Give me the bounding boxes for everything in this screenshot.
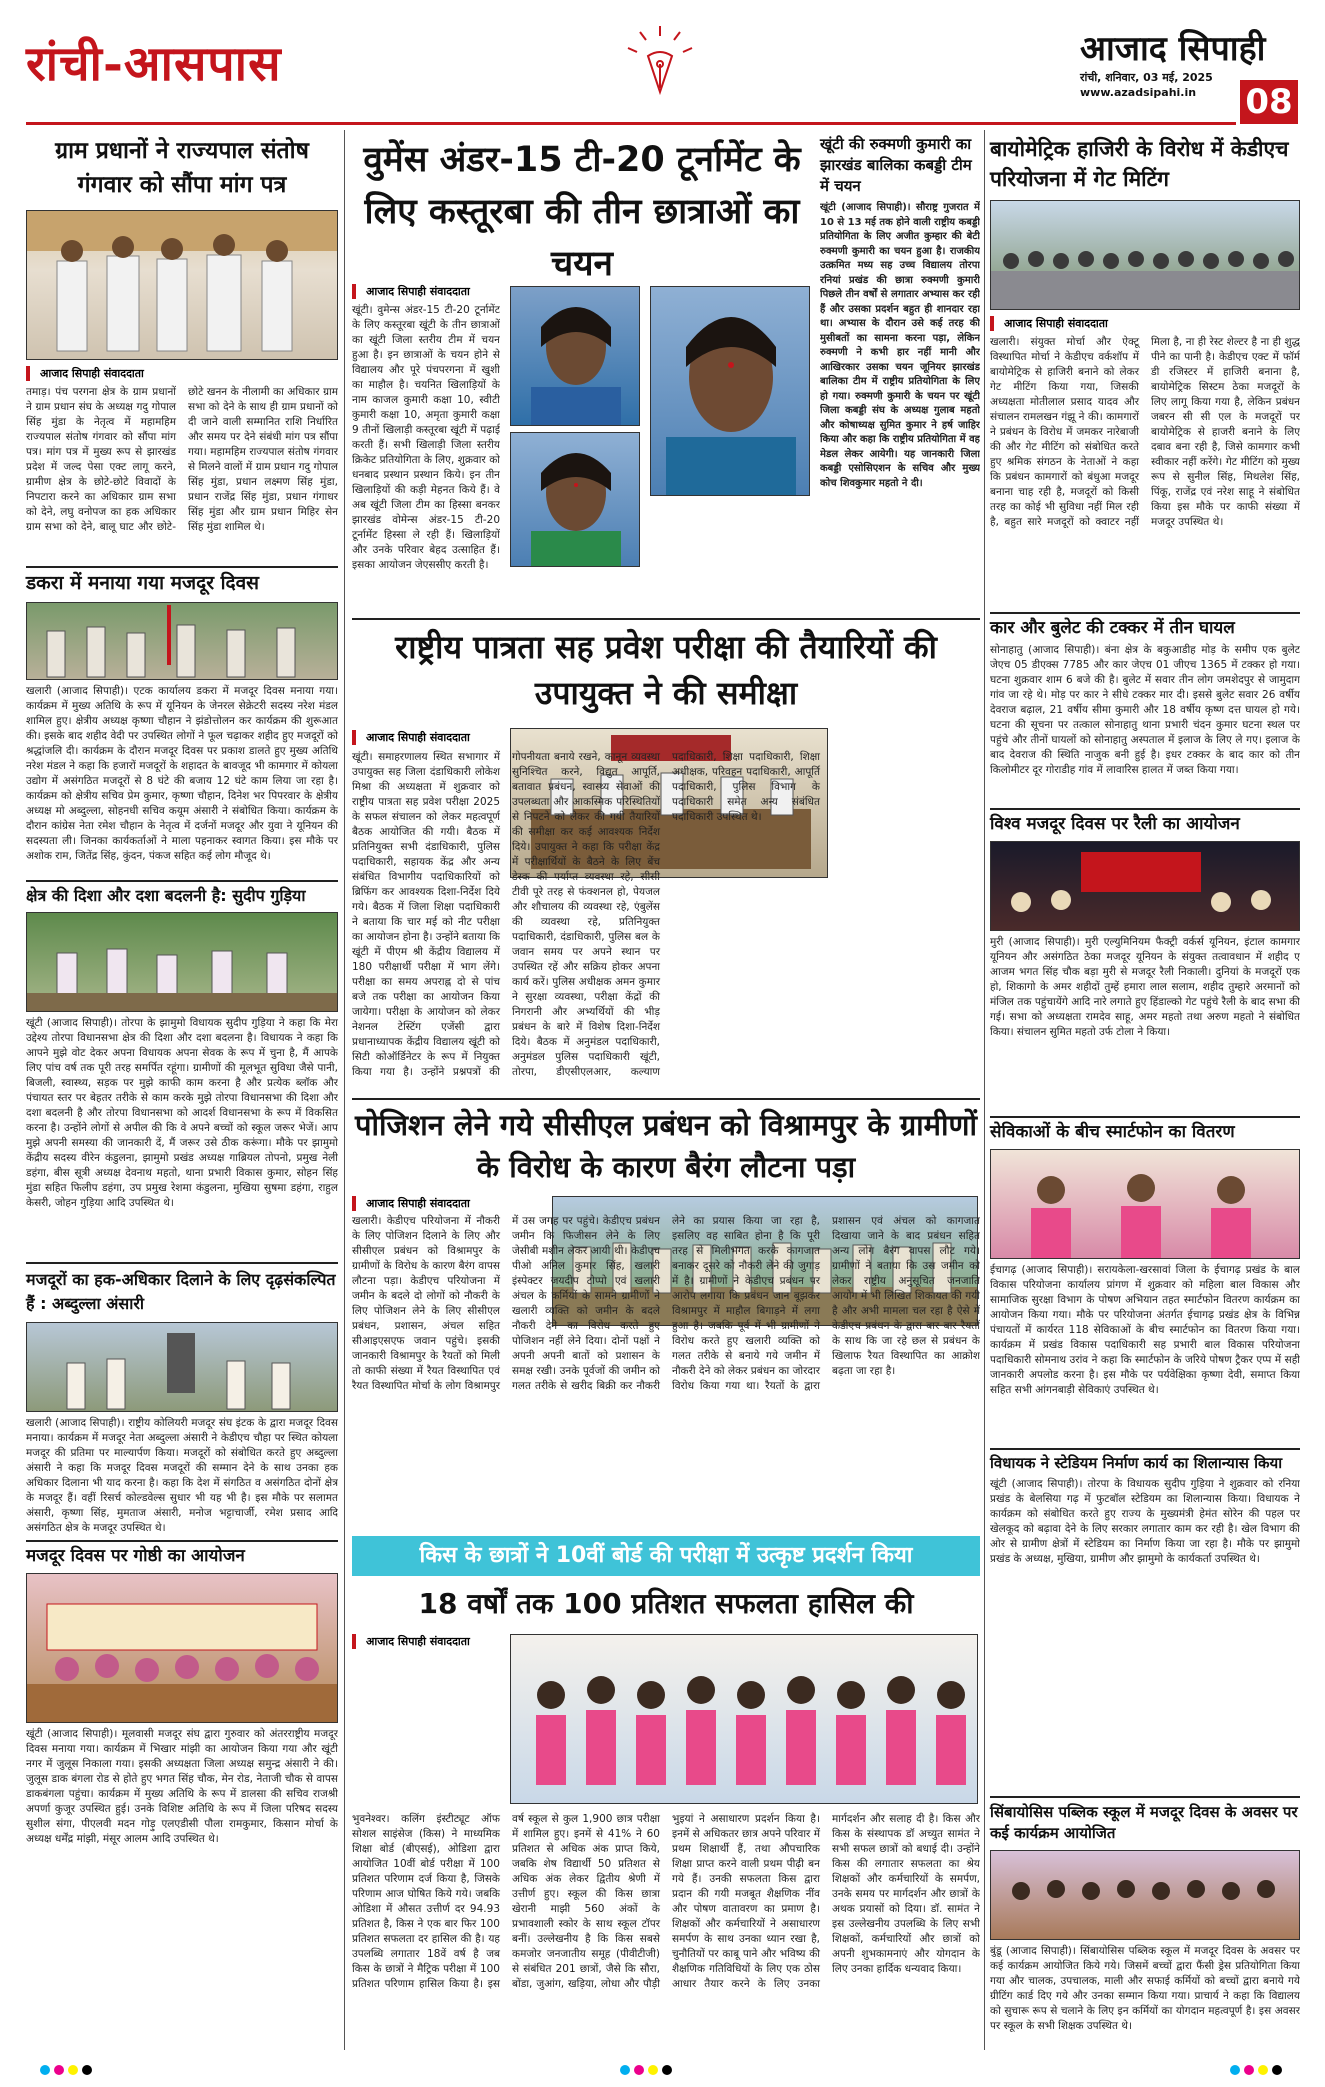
story-body: तमाड़। पंच परगना क्षेत्र के ग्राम प्रधानों ने ग्राम प्रधान संघ के अध्यक्ष गदु गोपाल सिंह मुंडा के नेतृत्व में महामहिम राज्यपाल संतोष गंगवार को सौंपा मांग पत्र। मांग पत्र में मुख्य रूप से झारखंड प्रदेश में जल्द पेसा एक्ट लागू करने, ग्रामीण क्षेत्र के छोटे-छोटे विवादों के निपटारा करने का अधिकार ग्राम सभा को देने, लघु वनोपज का हक अधिकार ग्राम सभा को देने, बालू घाट और छोटे-छोटे खनन के नीलामी का अधिकार ग्राम सभा को देने के साथ ही ग्राम प्रधानों को दी जाने वाली सम्मानित राशि निर्धारित और समय पर देने संबंधी मांग पत्र सौंपा गया। महामहिम राज्यपाल संतोष गंगवार से मिलने वालों में ग्राम प्रधान गदु गोपाल सिंह मुंडा, प्रधान लक्ष्मण सिंह मुंडा, प्रधान राजेंद्र सिंह मुंडा, प्रधान गंगाधर सिंह मुंडा और ग्राम प्रधान मिहिर सेन सिंह मुंडा शामिल थे। — [26, 386, 338, 533]
story-body: खूंटी। समाहरणालय स्थित सभागार में उपायुक्त सह जिला दंडाधिकारी लोकेश मिश्रा की अध्यक्षता में शुक्रवार को राष्ट्रीय पात्रता सह प्रवेश परीक्षा 2025 के सफल संचालन को लेकर महत्वपूर्ण बैठक आयोजित की गयी। बैठक में प्रतिनियुक्त सभी दंडाधिकारी, पुलिस पदाधिकारी, सहायक केंद्र और अन्य संबंधित विभागीय पदाधिकारियों को ब्रिफिंग कर आवश्यक दिशा-निर्देश दिये गये। बैठक में जिला शिक्षा पदाधिकारी ने बताया कि चार मई को नीट परीक्षा का आयोजन होना है। उन्होंने बताया कि खूंटी में पीएम श्री केंद्रीय विद्यालय में 180 परीक्षार्थी परीक्षा में भाग लेंगे। परीक्षा का समय अपराह्न दो से पांच बजे तक परीक्षा का आयोजन किया जायेगा। परीक्षा के आयोजन को लेकर नेशनल टेस्टिंग एजेंसी द्वारा प्रधानाध्यापक केंद्रीय विद्यालय खूंटी को सिटी कोऑर्डिनेटर के रूप में नियुक्त किया गया है। उन्होंने प्रश्नपत्रों की गोपनीयता बनाये रखने, कानून व्यवस्था सुनिश्चित करने, विद्युत आपूर्ति, बतावात प्रबंधन, स्वास्थ्य सेवाओं की उपलब्धता और आकस्मिक परिस्थितियों से निपटने को लेकर की गयी तैयारियों की समीक्षा कर कई आवश्यक निर्देश दिये। उपायुक्त ने कहा कि परीक्षा केंद्र में परीक्षार्थियों के बैठने के लिए बेंच डेस्क की पर्याप्त व्यवस्था रहे, सीसी टीवी पूरे तरह से फंक्शनल हो, पेयजल और शौचालय की व्यवस्था रहे, एंबुलेंस की व्यवस्था रहे, प्रतिनियुक्त पदाधिकारी, दंडाधिकारी, पुलिस बल के जवान समय पर अपने स्थान पर उपस्थित रहें और सक्रिय होकर अपना कार्य करें। पुलिस अधीक्षक अमन कुमार ने सुरक्षा व्यवस्था, परीक्षा केंद्रों की निगरानी और अभ्यर्थियों की भीड़ प्रबंधन के बारे में विशेष दिशा-निर्देश दिये। बैठक में अनुमंडल पदाधिकारी, अनुमंडल पुलिस पदाधिकारी खूंटी, तोरपा, डीएसीएलआर, कल्याण पदाधिकारी, शिक्षा पदाधिकारी, शिक्षा अधीक्षक, परिवहन पदाधिकारी, आपूर्ति पदाधिकारी, पुलिस विभाग के पदाधिकारी समेत अन्य संबंधित पदाधिकारी उपस्थित थे। — [352, 751, 820, 1078]
story-body: खूंटी (आजाद सिपाही)। सौराष्ट्र गुजरात में 10 से 13 मई तक होने वाली राष्ट्रीय कबड्डी प्रतियोगिता के लिए अजीत कुम्हार की बेटी रुक्मणी कुमारी का चयन हुआ है। राजकीय उत्क्रमित मध्य सह उच्च विद्यालय तोरपा रनियां प्रखंड की छात्रा रुक्मणी कुमारी पिछले तीन वर्षों से लगातार अभ्यास कर रही हैं और उसका प्रदर्शन बहुत ही शानदार रहा था। अभ्यास के दौरान उसे कई तरह की मुसीबतों का सामना करना पड़ा, लेकिन रुक्मणी ने कभी हार नहीं मानी और आखिरकार उसका चयन जूनियर झारखंड बालिका टीम में राष्ट्रीय प्रतियोगिता के लिए हो गया। रुक्मणी कुमारी के चयन पर खूंटी जिला कबड्डी संघ के अध्यक्ष गुलाब महतो और कोषाध्यक्ष सुमित कुमार ने हर्ष जाहिर किया और कहा कि राष्ट्रीय प्रतियोगिता में वह मेडल लेकर आयेगी। यह जानकारी जिला कबड्डी एसोसिएशन के सचिव और मुख्य कोच शिवकुमार महतो ने दी। — [820, 202, 980, 489]
photo-governor-meeting — [26, 210, 338, 360]
headline: विधायक ने स्टेडियम निर्माण कार्य का शिलान्यास किया — [990, 1454, 1283, 1472]
story-neet-review — [352, 624, 980, 716]
photo-school-event — [990, 1850, 1300, 1940]
print-registration-marks — [1230, 2060, 1286, 2079]
headline: विश्व मजदूर दिवस पर रैली का आयोजन — [990, 814, 1240, 834]
headline: मजदूरों का हक-अधिकार दिलाने के लिए दृढ़संकल्पित हैं : अब्दुल्ला अंसारी — [26, 1270, 336, 1313]
story-ccl-byline — [352, 1196, 552, 1215]
story-body: खूंटी (आजाद सिपाही)। मूलवासी मजदूर संघ द्वारा गुरुवार को अंतरराष्ट्रीय मजदूर दिवस मनाया गया। कार्यक्रम में भिखार मांझी का आयोजन किया गया और खूंटी नगर में जुलूस निकाला गया। इसकी अध्यक्षता जिला अध्यक्ष समुन्द्र अंसारी ने की। जुलूस डाक बंगला रोड से होते हुए भगत सिंह चौक, मेन रोड, नेताजी चौक से वापस डाकबंगला पहुंचा। कार्यक्रम में मुख्य अतिथि के रूप में डालसा की सचिव राजश्री अपर्णा कुजूर उपस्थित हुई। उनके विशिष्ट अतिथि के रूप में जिला परिषद सदस्य सुशील संगा, पीएलवी मदन गोड़ु एलएडीसी पौला रामकुमार, किसान मोर्चा के अध्यक्ष धर्मेंद्र मांझी, मंसूर आलम आदि उपस्थित थे। — [26, 1728, 338, 1846]
story-body: खलारी। केडीएच परियोजना में नौकरी के लिए पोजिशन दिलाने के लिए और सीसीएल प्रबंधन को विश्रामपुर के ग्रामीणों के विरोध के कारण बैरंग वापस लौटना पड़ा। केडीएच परियोजना में जमीन के बदले दो लोगों को नौकरी के लिए पोजिशन लेने के लिए सीसीएल प्रबंधन, प्रशासन, अंचल सहित सीआइएसएफ जवान पहुंचे। इसकी जानकारी विश्रामपुर के रैयतों को मिली तो काफी संख्या में रैयत विस्थापित एवं रैयत विस्थापित मोर्चा के लोग विश्रामपुर में उस जगह पर पहुंचे। केडीएच प्रबंधन जमीन कि फिजीसन लेने के लिए जेसीबी मशीन लेकर आयी थी। केडीएच पीओ अनिल कुमार सिंह, खलारी इंस्पेक्टर जयदीप टोप्पो एवं खलारी अंचल के कर्मियों के सामने ग्रामीणों ने खलारी व्यक्ति को जमीन के बदले नौकरी देने का विरोध करते हुए पोजिशन नहीं लेने दिया। दोनों पक्षों ने अपनी अपनी बातों को प्रशासन के समक्ष रखी। उनके पूर्वजों की जमीन को गलत तरीके से खरीद बिक्री कर नौकरी लेने का प्रयास किया जा रहा है, इसलिए वह साबित होना है कि पूरी तरह से मिलीभगत करके कागजात बनाकर दूसरे को नौकरी लेने की जुगाड़ में है। ग्रामीणों ने केडीएच प्रबंधन पर आरोप लगाया कि प्रबंधन जान बूझकर विश्रामपुर में माहौल बिगाड़ने में लगा हुआ है। जबकि पूर्व में भी ग्रामीणों ने विरोध करते हुए खलारी व्यक्ति को गलत तरीके से बनाये गये जमीन में नौकरी देने को लेकर प्रबंधन का जोरदार विरोध किया गया था। रैयतों के द्वारा प्रशासन एवं अंचल को कागजात दिखाया जाने के बाद प्रबंधन सहित अन्य लोग बैरंग वापस लौट गये। ग्रामीणों ने बताया कि उस जमीन को लेकर राष्ट्रीय अनुसूचित जनजाति आयोग में भी लिखित शिकायत की गयी है और अभी मामला चल रहा है ऐसे में केडीएच प्रबंधन के द्वारा बार बार रैयतों के साथ कि जा रहे छल से प्रबंधन के खिलाफ रैयत विस्थापित का आक्रोश बढ़ता जा रहा है। — [352, 1215, 980, 1392]
byline: आजाद सिपाही संवाददाता — [352, 730, 502, 745]
photo-kiss-students — [510, 1634, 978, 1804]
story-divider — [26, 566, 338, 568]
byline: आजाद सिपाही संवाददाता — [26, 366, 338, 381]
story-divider — [990, 1796, 1300, 1798]
photo-sudip-event — [26, 912, 338, 1012]
headline: क्षेत्र की दिशा और दशा बदलनी है: सुदीप गुड़िया — [26, 886, 306, 905]
photo-gate-meeting — [990, 200, 1300, 310]
story-kabaddi-selection — [820, 134, 980, 603]
dateline: रांची, शनिवार, 03 मई, 2025 — [1080, 71, 1213, 84]
headline: पोजिशन लेने गये सीसीएल प्रबंधन को विश्रामपुर के ग्रामीणों के विरोध के कारण बैरंग लौटना पड़ा — [354, 1108, 978, 1184]
story-car-bullet — [990, 618, 1300, 809]
story-body: खलारी। संयुक्त मोर्चा और ऐक्टू विस्थापित मोर्चा ने केडीएच वर्कशॉप में बायोमेट्रिक से हाजिरी बनाने को लेकर गेट मीटिंग किया गया, जिसकी अध्यक्षता मोतीलाल प्रसाद यादव और संचालन रामलखन गंझू ने की। कामगारों ने प्रबंधन के विरोध में जमकर नारेबाजी की और गेट मीटिंग को संबोधित करते हुए श्रमिक संगठन के नेताओं ने कहा कि प्रबंधन कामगारों को बंधुआ मजदूर बनाना चाह रही है, मजदूरों को किसी तरह का कोई भी सुविधा नहीं मिल रही है, बहुत सारे मजदूरों को क्वाटर नहीं मिला है, ना ही रेस्ट शेल्टर है ना ही शुद्ध पीने का पानी है। केडीएच एक्ट में फॉर्म डी रजिस्टर में हाजिरी बनाना है, बायोमेट्रिक सिस्टम ठेका मजदूरों के लिए लागू किया गया है, लेकिन प्रबंधन जबरन सी सी एल के मजदूरों पर बायोमेट्रिक से हाजरी बनाने के लिए दबाव बना रही है, जिसे कामगार कभी स्वीकार नहीं करेंगे। गेट मीटिंग को मुख्य रूप से सुनील सिंह, मिथलेश सिंह, पिंकू, राजेंद्र एवं नरेश साहू ने संबोधित किया इस मौके पर काफी संख्या में मजदूर उपस्थित थे। — [990, 336, 1300, 528]
photo-smartphone-distribution — [990, 1149, 1300, 1259]
photo-player-3 — [510, 432, 640, 567]
website: www.azadsipahi.in — [1080, 86, 1197, 99]
story-divider — [352, 1098, 980, 1100]
story-divider — [26, 1262, 338, 1264]
story-smartphone — [990, 1122, 1300, 1441]
story-ccl-position — [352, 1104, 980, 1188]
page-number: 08 — [1240, 80, 1298, 124]
byline: आजाद सिपाही संवाददाता — [990, 316, 1300, 331]
headline: खूंटी की रुक्मणी कुमारी का झारखंड बालिका कबड्डी टीम में चयन — [820, 135, 972, 195]
story-body: खूंटी (आजाद सिपाही)। तोरपा के विधायक सुदीप गुड़िया ने शुक्रवार को रनिया प्रखंड के बेलसिया गढ़ में फुटबॉल स्टेडियम का शिलान्यास किया। विधायक ने कार्यक्रम को संबोधित करते हुए राज्य के मुख्यमंत्री हेमंत सोरेन की पहल पर खेलकूद को बढ़ावा देने के लिए सरकार लगातार काम कर रही है। खेल विभाग की ओर से ग्रामीण क्षेत्रों में स्टेडियम का निर्माण किया जा रहा है। मौके पर झामुमो प्रखंड के अध्यक्ष, मुखिया, ग्रामीण और झामुमो के कार्यकर्ता उपस्थित थे। — [990, 1477, 1300, 1565]
print-registration-marks — [620, 2060, 676, 2079]
story-body: खूंटी (आजाद सिपाही)। तोरपा के झामुमो विधायक सुदीप गुड़िया ने कहा कि मेरा उद्देश्य तोरपा विधानसभा क्षेत्र की दिशा और दशा बदलना है। विधायक ने कहा कि आपने मुझे वोट देकर अपना विधायक अपना सेवक के रूप में चुना है, मैं आपके लिए पांच वर्ष तक पूरी तरह समर्पित रहूंगा। ग्रामीणों की मूलभूत सुविधा जैसे पानी, बिजली, स्वास्थ्य, सड़क पर मुझे काफी काम करना है और प्रत्येक ब्लॉक और पंचायत स्तर पर बेहतर तरीके से काम करके मुझे तोरपा विधानसभा की दिशा और दशा बदलनी है और तोरपा विधानसभा को आदर्श विधानसभा के रूप में विकसित करना है। उन्होंने लोगों से अपील की कि वे अपने बच्चों को स्कूल जरूर भेजें। आप मुझे अपनी समस्या की जानकारी दें, मैं जरूर उसे ठीक करूंगा। मौके पर झामुमो केंद्रीय सदस्य वीरेन कंडुलना, झामुमो प्रखंड अध्यक्ष गाब्रियल तोपनो, प्रमुख नेली डहंगा, बीस सूत्री अध्यक्ष देवनाथ महतो, थाना प्रभारी विकास कुमार, सोहन सिंह मुंडा सहित फिलीप डहंगा, उप प्रमुख रेशमा कंडुलना, मुखिया सुषमा डहंगा, राहुल केसरी, जोहन गुड़िया आदि उपस्थित थे। — [26, 1017, 338, 1209]
story-cricket-selection — [352, 134, 812, 290]
byline: आजाद सिपाही संवाददाता — [352, 284, 500, 299]
story-divider — [990, 612, 1300, 614]
story-biometric — [990, 134, 1300, 605]
section-title: रांची-आसपास — [26, 36, 282, 92]
story-body: खलारी (आजाद सिपाही)। राष्ट्रीय कोलियरी मजदूर संघ इंटक के द्वारा मजदूर दिवस मनाया। कार्यक्रम में मजदूर नेता अब्दुल्ला अंसारी ने केडीएच चौहा पर स्थित कोयला मजदूर की प्रतिमा पर माल्यार्पण किया। मजदूरों को संबोधित करते हुए अब्दुल्ला अंसारी ने कहा कि मजदूर दिवस मजदूरों की सम्मान देने के साथ उनका हक अधिकार दिलाना भी याद करना है। कहा कि देश में संगठित व असंगठित दोनों क्षेत्र के मजदूर हैं। वहीं रिसर्च कोल्डवेल्स सुधार भी यह भी है। इस मौके पर सलामत अंसारी, कृष्णा सिंह, मुमताज अंसारी, मनोज भट्टाचार्जी, रमेश प्रसाद आदि असंगठित क्षेत्र के मजदूर उपस्थित थे। — [26, 1417, 338, 1534]
story-divider — [26, 1540, 338, 1542]
headline: वुमेंस अंडर-15 टी-20 टूर्नामेंट के लिए कस्तूरबा की तीन छात्राओं का चयन — [363, 140, 801, 284]
story-abdulla-ansari — [26, 1268, 338, 1536]
story-body: खलारी (आजाद सिपाही)। एटक कार्यालय डकरा में मजदूर दिवस मनाया गया। कार्यक्रम में मुख्य अतिथि के रूप में यूनियन के जेनरल सेक्रेटरी सदस्य नरेश मंडल शामिल हुए। क्षेत्रीय अध्यक्ष कृष्णा चौहान ने झंडोत्तोलन कर कार्यक्रम की शुरूआत की। इसके बाद शहीद वेदी पर उपस्थित लोगों ने फूल चढ़ाकर शहीद हुए मजदूरों को श्रद्धांजलि दी। कार्यक्रम के दौरान मजदूर दिवस पर प्रकाश डालते हुए मुख्य अतिथि नरेश मंडल ने कहा कि हजारों मजदूरों के शहादत के बावजूद भी कामगार में कोयला उद्योग में असंगठित मजदूरों से 8 घंटे की बजाय 12 घंटे काम लिया जा रहा है। कार्यक्रम को क्षेत्रीय सचिव प्रेम कुमार, कृष्णा चौहान, दिनेश भर पिपरवार के क्षेत्रीय अध्यक्ष मो अब्दुल्ला, सोहनधी सचिव कयूम अंसारी ने संबोधित किया। कार्यक्रम के दौरान कांग्रेस नेता रमेश चौहान के नेतृत्व में दर्जनों मजदूर और युवा ने यूनियन की सदस्यता ली। जिनका कार्यकर्ताओं ने माला पहनाकर स्वागत किया। इस मौके पर अशोक राम, जितेंद्र सिंह, कुंदन, पंकज सहित कई लोग मौजूद थे। — [26, 684, 338, 862]
print-registration-marks — [40, 2060, 96, 2079]
story-divider — [26, 880, 338, 882]
photo-seminar-rally — [26, 1573, 338, 1723]
headline: कार और बुलेट की टक्कर में तीन घायल — [990, 618, 1235, 638]
column-divider — [344, 130, 345, 2050]
byline: आजाद सिपाही संवाददाता — [352, 1196, 552, 1211]
photo-player-1 — [510, 286, 640, 426]
story-body: बुंडू (आजाद सिपाही)। सिंबायोसिस पब्लिक स्कूल में मजदूर दिवस के अवसर पर कई कार्यक्रम आयोजित किये गये। जिसमें बच्चों द्वारा फैंसी ड्रेस प्रतियोगिता किया गया और चालक, उपचालक, माली और सफाई कर्मियों को बच्चों द्वारा बनाये गये ग्रीटिंग कार्ड दिए गये और उनका सम्मान किया गया। प्राचार्य ने कहा कि विद्यालय को सुचारू रूप से चलाने के लिए इन कर्मियों का योगदान महत्वपूर्ण है। इस अवसर पर स्कूल के सभी शिक्षक उपस्थित थे। — [990, 1945, 1300, 2032]
story-cricket-body — [352, 284, 500, 633]
story-neet-byline — [352, 730, 502, 749]
story-body: मुरी (आजाद सिपाही)। मुरी एल्युमिनियम फैक्ट्री वर्कर्स यूनियन, इंटाल कामगार यूनियन और असंगठित ठेका मजदूर यूनियन के संयुक्त तत्वावधान में शहीद ए आजम भगत सिंह चौक बड़ा मुरी से मजदूर रैली निकाली। दुनियां के मजदूरों एक हो, शिकागो के अमर शहीदों तुम्हें हमारा लाल सलाम, शहीद तुम्हारे अरमानों को मंजिल तक पहुंचायेंगे आदि नारे लगाते हुए हिंडाल्को गेट पहुंचे रैली के बाद सभा की गई। सभा को अध्यक्षता रामदेव साहू, अमर महतो तथा अरुण महतो ने संबोधित किया। संचालन सुमित महतो उर्फ टोला ने किया। — [990, 936, 1300, 1039]
headline: सेविकाओं के बीच स्मार्टफोन का वितरण — [990, 1122, 1235, 1142]
headline: 18 वर्षों तक 100 प्रतिशत सफलता हासिल की — [418, 1587, 914, 1620]
story-divider — [990, 808, 1300, 810]
headline: मजदूर दिवस पर गोष्ठी का आयोजन — [26, 1546, 245, 1566]
headline: बायोमेट्रिक हाजिरी के विरोध में केडीएच परियोजना में गेट मिटिंग — [990, 137, 1289, 191]
kiss-banner: किस के छात्रों ने 10वीं बोर्ड की परीक्षा में उत्कृष्ट प्रदर्शन किया — [352, 1536, 980, 1576]
brand-logo: आजाद सिपाही — [1080, 29, 1266, 69]
photo-dakra-gathering — [26, 602, 338, 680]
story-sudip-gudiya — [26, 886, 338, 1271]
story-body-lead — [352, 1654, 502, 1804]
story-divider — [990, 1448, 1300, 1450]
pen-nib-icon — [620, 22, 700, 102]
story-kiss-results — [352, 1584, 980, 1624]
headline: राष्ट्रीय पात्रता सह प्रवेश परीक्षा की तैयारियों की उपायुक्त ने की समीक्षा — [395, 628, 937, 712]
story-dakra-labour-day — [26, 572, 338, 890]
photo-rally — [990, 841, 1300, 931]
byline: आजाद सिपाही संवाददाता — [352, 1634, 502, 1649]
headline: डकरा में मनाया गया मजदूर दिवस — [26, 572, 260, 594]
masthead-rule — [26, 122, 1236, 125]
story-body: ईचागढ़ (आजाद सिपाही)। सरायकेला-खरसावां जिला के ईचागढ़ प्रखंड के बाल विकास परियोजना कार्यालय प्रांगण में शुक्रवार को महिला बाल विकास और सामाजिक सुरक्षा विभाग के पोषण अभियान तहत स्मार्टफोन वितरण कार्यक्रम का आयोजन किया गया। मौके पर परियोजना अंतर्गत ईचागढ़ प्रखंड क्षेत्र के विभिन्न पंचायतों में कार्यरत 118 सेविकाओं के बीच स्मार्टफोन का वितरण किया गया। कार्यक्रम में प्रखंड विकास पदाधिकारी सह प्रभारी बाल विकास परियोजना पदाधिकारी सोमनाथ उरांव ने कहा कि स्मार्टफोन के जरिये पोषण ट्रैकर एप्प में सही जानकारी अपलोड करना है। इस मौके पर पर्यवेक्षिका कृष्णा देवी, समाप्त किया सहित सभी आंगनबाड़ी सेविकाएं उपस्थित थे। — [990, 1264, 1300, 1397]
story-rally — [990, 814, 1300, 1100]
story-seminar — [26, 1546, 338, 2023]
headline: ग्राम प्रधानों ने राज्यपाल संतोष गंगवार को सौंपा मांग पत्र — [55, 138, 309, 198]
column-divider — [984, 130, 985, 2050]
headline: सिंबायोसिस पब्लिक स्कूल में मजदूर दिवस के अवसर पर कई कार्यक्रम आयोजित — [990, 1803, 1298, 1842]
story-body: सोनाहातु (आजाद सिपाही)। बंना क्षेत्र के बकुआडीह मोड़ के समीप एक बुलेट जेएच 05 डीएक्स 7785 और कार जेएच 01 जीएच 1365 में टक्कर हो गया। घटना शुक्रवार शाम 6 बजे की है। बुलेट में सवार तीन लोग जमशेदपुर से जामुदाग गांव जा रहे थे। मोड़ पर कार ने सीधे टक्कर मार दी। इससे बुलेट सवार 26 वर्षीय देवराज बढ़ाल, 21 वर्षीय सीमा कुमारी और 18 वर्षीय कृष्ण दत्त घायल हो गये। घटना की सूचना पर तत्काल सोनाहातु थाना प्रभारी चंदन कुमार घटना स्थल पर पहुंचे और तीनों घायलों को सोनाहातु अस्पताल में इलाज के लिए ले गए। इलाज के बाद देवराज की स्थिति नाजुक बनी हुई है। इधर टक्कर के बाद कार को तीन किलोमीटर दूर गोराडीह गांव में लावारिस हालत में जब्त किया गया। — [990, 644, 1300, 777]
story-body: भुवनेश्वर। कलिंग इंस्टीट्यूट ऑफ सोशल साइंसेज (किस) ने माध्यमिक शिक्षा बोर्ड (बीएसई), ओडिशा द्वारा आयोजित 10वीं बोर्ड परीक्षा में 100 प्रतिशत परिणाम दर्ज किया है, जिसके परिणाम आज घोषित किये गये। जबकि ओडिशा में औसत उत्तीर्ण दर 94.93 प्रतिशत है, किस ने एक बार फिर 100 प्रतिशत सफलता दर हासिल की है। यह उपलब्धि लगातार 18वें वर्ष है जब किस के छात्रों ने मैट्रिक परीक्षा में 100 प्रतिशत परिणाम हासिल किया है। इस वर्ष स्कूल से कुल 1,900 छात्र परीक्षा में शामिल हुए। इनमें से 41% ने 60 प्रतिशत से अधिक अंक प्राप्त किये, जबकि शेष विद्यार्थी 50 प्रतिशत से अधिक अंक लेकर द्वितीय श्रेणी में उत्तीर्ण हुए। स्कूल की किस छात्रा खेरानी माझी 560 अंकों के प्रभावशाली स्कोर के साथ स्कूल टॉपर बनीं। उल्लेखनीय है कि किस सबसे कमजोर जनजातीय समूह (पीवीटीजी) से संबंधित 201 छात्रों, जैसे कि सौरा, बोंडा, जुआंग, खड़िया, लोधा और पौड़ी भुइयां ने असाधारण प्रदर्शन किया है। इनमें से अधिकतर छात्र अपने परिवार में प्रथम शिक्षार्थी हैं, तथा औपचारिक शिक्षा प्राप्त करने वाली प्रथम पीढ़ी बन गये हैं। उनकी सफलता किस द्वारा प्रदान की गयी मजबूत शैक्षणिक नींव और पोषण वातावरण का प्रमाण है। शिक्षकों और कर्मचारियों ने असाधारण समर्पण के साथ उनका ध्यान रखा है, चुनौतियों पर काबू पाने और भविष्य की शैक्षणिक गतिविधियों के लिए एक ठोस आधार तैयार करने के लिए उनका मार्गदर्शन और सलाह दी है। किस और किस के संस्थापक डॉ अच्युत सामंत ने सभी सफल छात्रों को बधाई दी। उन्होंने किस की लगातार सफलता का श्रेय शिक्षकों और कर्मचारियों के समर्पण, उनके समय पर मार्गदर्शन और छात्रों के अथक प्रयासों को दिया। डॉ. सामंत ने इस उल्लेखनीय उपलब्धि के लिए सभी शिक्षकों, कर्मचारियों और छात्रों को अपनी शुभकामनाएं और योगदान के लिए उनका हार्दिक धन्यवाद किया। — [352, 1813, 980, 1990]
story-divider — [990, 1116, 1300, 1118]
story-symbiosis — [990, 1802, 1300, 2050]
story-governor-memo — [26, 134, 338, 570]
story-body-continued — [510, 572, 810, 612]
photo-statue-tribute — [26, 1322, 338, 1412]
story-kiss-byline — [352, 1634, 502, 1653]
story-stadium — [990, 1454, 1300, 1799]
photo-player-2 — [650, 286, 810, 496]
story-divider — [352, 618, 980, 620]
story-body: खूंटी। वुमेन्स अंडर-15 टी-20 टूर्नामेंट के लिए कस्तूरबा खूंटी के तीन छात्राओं का खूंटी जिला स्तरीय टीम में चयन हुआ है। इन छात्राओं के चयन होने से विद्यालय और पूरे पंचपरगना में खुशी का माहौल है। चयनित खिलाड़ियों के नाम काजल कुमारी कक्षा 10, स्वीटी कुमारी कक्षा 10, अमृता कुमारी कक्षा 9 तीनों खिलाड़ी कस्तूरबा खूंटी में पढ़ाई करती हैं। सभी खिलाड़ी जिला स्तरीय क्रिकेट प्रतियोगिता के लिए, शुक्रवार को धनबाद प्रस्थान प्रस्थान किये। इन तीन खिलाड़ियों की कड़ी मेहनत किये हैं। वे अब खूंटी जिला टीम का हिस्सा बनकर झारखंड वोमेन्स अंडर-15 टी-20 टूर्नामेंट हिस्सा ले रही हैं। खिलाड़ियों और उनके परिवार बेहद उत्साहित हैं। इसका आयोजन जेएससीए करती है। — [352, 304, 500, 571]
